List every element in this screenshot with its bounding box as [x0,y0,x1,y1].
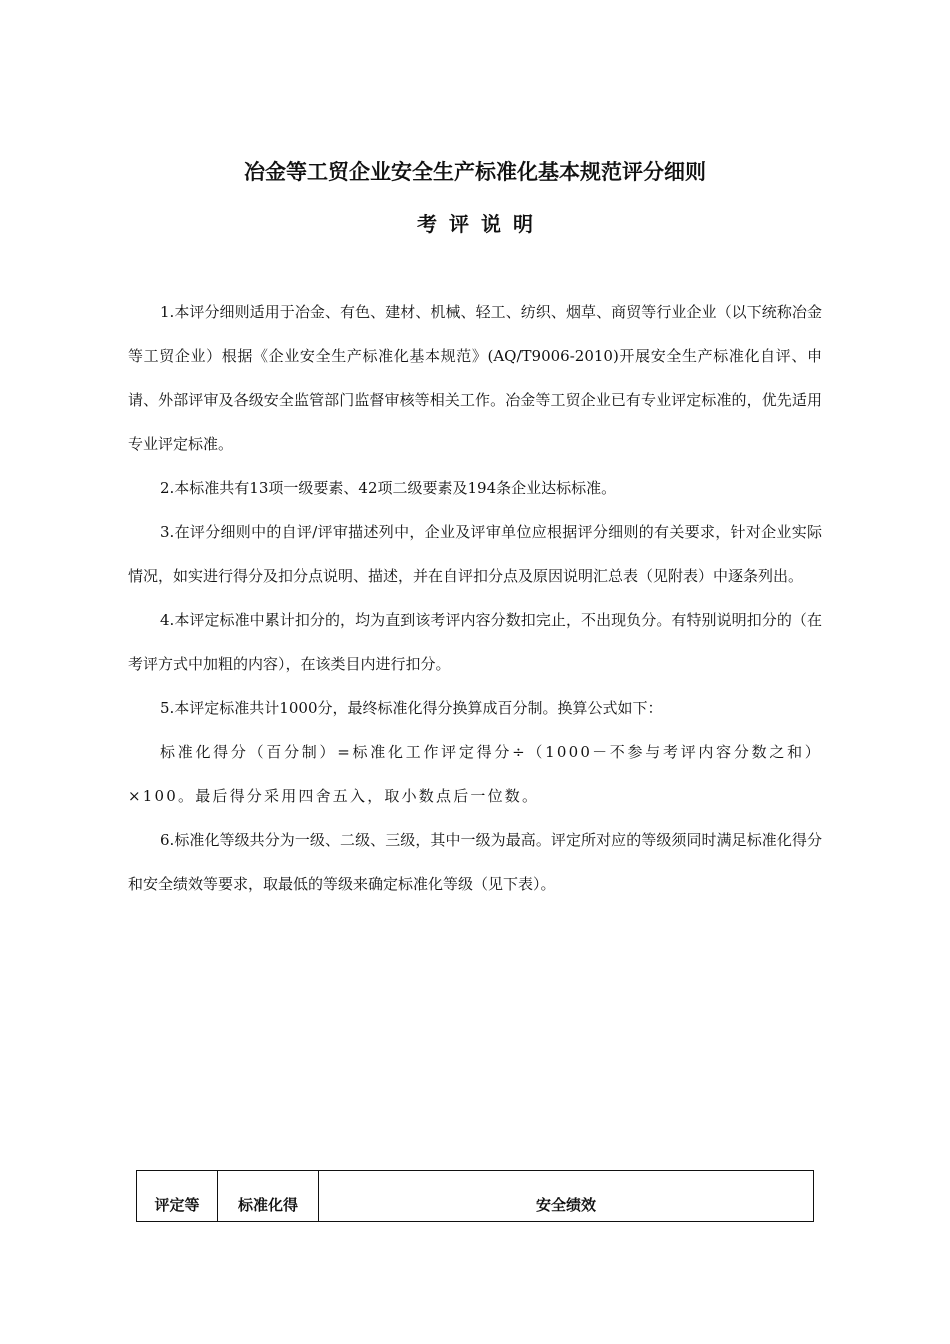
paragraph-5: 5.本评定标准共计1000分，最终标准化得分换算成百分制。换算公式如下： [160,699,663,717]
document-title: 冶金等工贸企业安全生产标准化基本规范评分细则 [244,160,706,184]
paragraph-1: 1.本评分细则适用于冶金、有色、建材、机械、轻工、纺织、烟草、商贸等行业企业（以下统称冶金等工贸企业）根据《企业安全生产标准化基本规范》(AQ/T9006-2010)开展安全生产标准化自评、申请、外部评审及各级安全监管部门监督审核等相关工作。冶金等工贸企业已有专业评定标准的，优先适用专业评定标准。 [128,303,822,453]
paragraph-4: 4.本评定标准中累计扣分的，均为直到该考评内容分数扣完止，不出现负分。有特别说明扣分的（在考评方式中加粗的内容），在该类目内进行扣分。 [128,611,822,673]
grade-table [136,1170,814,1222]
header-grade-level: 评定等 [137,1171,218,1222]
paragraph-3: 3.在评分细则中的自评/评审描述列中，企业及评审单位应根据评分细则的有关要求，针对企业实际情况，如实进行得分及扣分点说明、描述，并在自评扣分点及原因说明汇总表（见附表）中逐条列出。 [128,523,822,585]
document-subtitle: 考评说明 [417,212,545,236]
table-header-row [137,1171,814,1222]
header-standard-score: 标准化得 [218,1171,319,1222]
paragraph-2: 2.本标准共有13项一级要素、42项二级要素及194条企业达标标准。 [160,479,617,497]
document-body [128,290,822,906]
header-safety-performance: 安全绩效 [319,1171,814,1222]
paragraph-6: 6.标准化等级共分为一级、二级、三级，其中一级为最高。评定所对应的等级须同时满足标准化得分和安全绩效等要求，取最低的等级来确定标准化等级（见下表）。 [128,831,822,893]
paragraph-formula: 标准化得分（百分制）=标准化工作评定得分÷（1000－不参与考评内容分数之和）×100。最后得分采用四舍五入，取小数点后一位数。 [128,743,822,805]
